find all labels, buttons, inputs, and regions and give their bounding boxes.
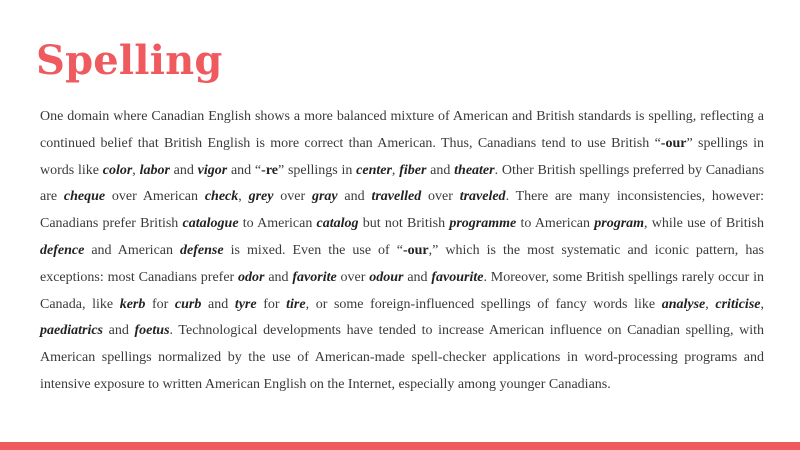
body-text-run: , (238, 189, 249, 205)
body-text-run: . Technological developments have tended to increase American influence on Canadian spelling, with American spellings normalized by the use of American-made spell-checker applications in word-processing programs and intensive exposure to written American English on the Internet, especially among younger Canadians. (40, 323, 764, 392)
body-text-run: but not British (358, 216, 450, 232)
body-text-run: ,” which is the most systematic and iconic pattern, has exceptions: most Canadians prefer (40, 242, 764, 285)
emphasized-term: color (102, 162, 133, 178)
emphasized-term: foetus (134, 323, 170, 339)
bottom-accent-bar (0, 442, 800, 450)
body-text-run: , while use of British (644, 216, 765, 232)
body-text-run: and (264, 269, 293, 285)
body-text-run: and “ (227, 162, 262, 178)
emphasized-term: paediatrics (40, 323, 103, 339)
body-text-run: over (336, 269, 370, 285)
body-text-run: for (145, 296, 175, 312)
emphasized-term: gray (311, 189, 338, 205)
emphasized-term: fiber (399, 162, 427, 178)
body-text-run: and (403, 269, 432, 285)
emphasized-term: program (594, 216, 645, 232)
emphasized-term: favourite (431, 269, 484, 285)
emphasized-term: odor (238, 269, 265, 285)
body-text-run: and American (84, 242, 181, 258)
body-text-run: ” spellings in words like (40, 135, 764, 178)
emphasized-term: analyse (661, 296, 706, 312)
slide-body-paragraph (40, 104, 764, 399)
body-text-run: ” spellings in (278, 162, 357, 178)
emphasized-term: vigor (197, 162, 228, 178)
emphasized-term: -re (261, 162, 278, 178)
emphasized-term: odour (369, 269, 404, 285)
emphasized-term: defense (180, 242, 224, 258)
body-text-run: . Other British spellings preferred by Canadians are (40, 162, 765, 205)
emphasized-term: criticise (715, 296, 761, 312)
body-text-run: and (103, 323, 135, 339)
slide-title: Spelling (36, 37, 223, 84)
body-text-run: and (337, 189, 372, 205)
body-text-run: to American (516, 216, 595, 232)
body-text-run: is mixed. Even the use of “ (223, 242, 403, 258)
emphasized-term: check (204, 189, 239, 205)
body-text-run: over (421, 189, 460, 205)
emphasized-term: kerb (119, 296, 146, 312)
body-text-run: and (169, 162, 198, 178)
body-text-run: for (256, 296, 287, 312)
body-text-run: , (760, 296, 764, 312)
body-text-run: , (391, 162, 400, 178)
emphasized-term: catalog (316, 216, 359, 232)
body-text-run: and (426, 162, 455, 178)
emphasized-term: travelled (371, 189, 422, 205)
body-text-run: , or some foreign-influenced spellings of fancy words like (305, 296, 662, 312)
body-text-run: and (201, 296, 235, 312)
emphasized-term: -our (660, 135, 687, 151)
emphasized-term: -our (402, 242, 429, 258)
emphasized-term: traveled (459, 189, 506, 205)
emphasized-term: favorite (292, 269, 337, 285)
body-text-run: , (132, 162, 140, 178)
body-text-run: over (273, 189, 312, 205)
emphasized-term: center (356, 162, 392, 178)
emphasized-term: cheque (63, 189, 106, 205)
emphasized-term: catalogue (182, 216, 239, 232)
emphasized-term: tyre (234, 296, 257, 312)
emphasized-term: defence (40, 242, 85, 258)
body-text-run: over American (105, 189, 205, 205)
body-text-run: , (705, 296, 716, 312)
emphasized-term: tire (286, 296, 306, 312)
body-text-run: . Moreover, some British spellings rarely occur in Canada, like (40, 269, 764, 312)
emphasized-term: labor (139, 162, 170, 178)
emphasized-term: programme (449, 216, 517, 232)
body-text-run: to American (238, 216, 317, 232)
emphasized-term: curb (174, 296, 202, 312)
body-text-run: . There are many inconsistencies, however: Canadians prefer British (40, 189, 764, 232)
emphasized-term: grey (248, 189, 274, 205)
emphasized-term: theater (454, 162, 495, 178)
body-text-run: One domain where Canadian English shows a more balanced mixture of American and British standards is spelling, reflecting a continued belief that British English is more correct than American. Thus, Canadians tend to use British “ (40, 109, 764, 151)
